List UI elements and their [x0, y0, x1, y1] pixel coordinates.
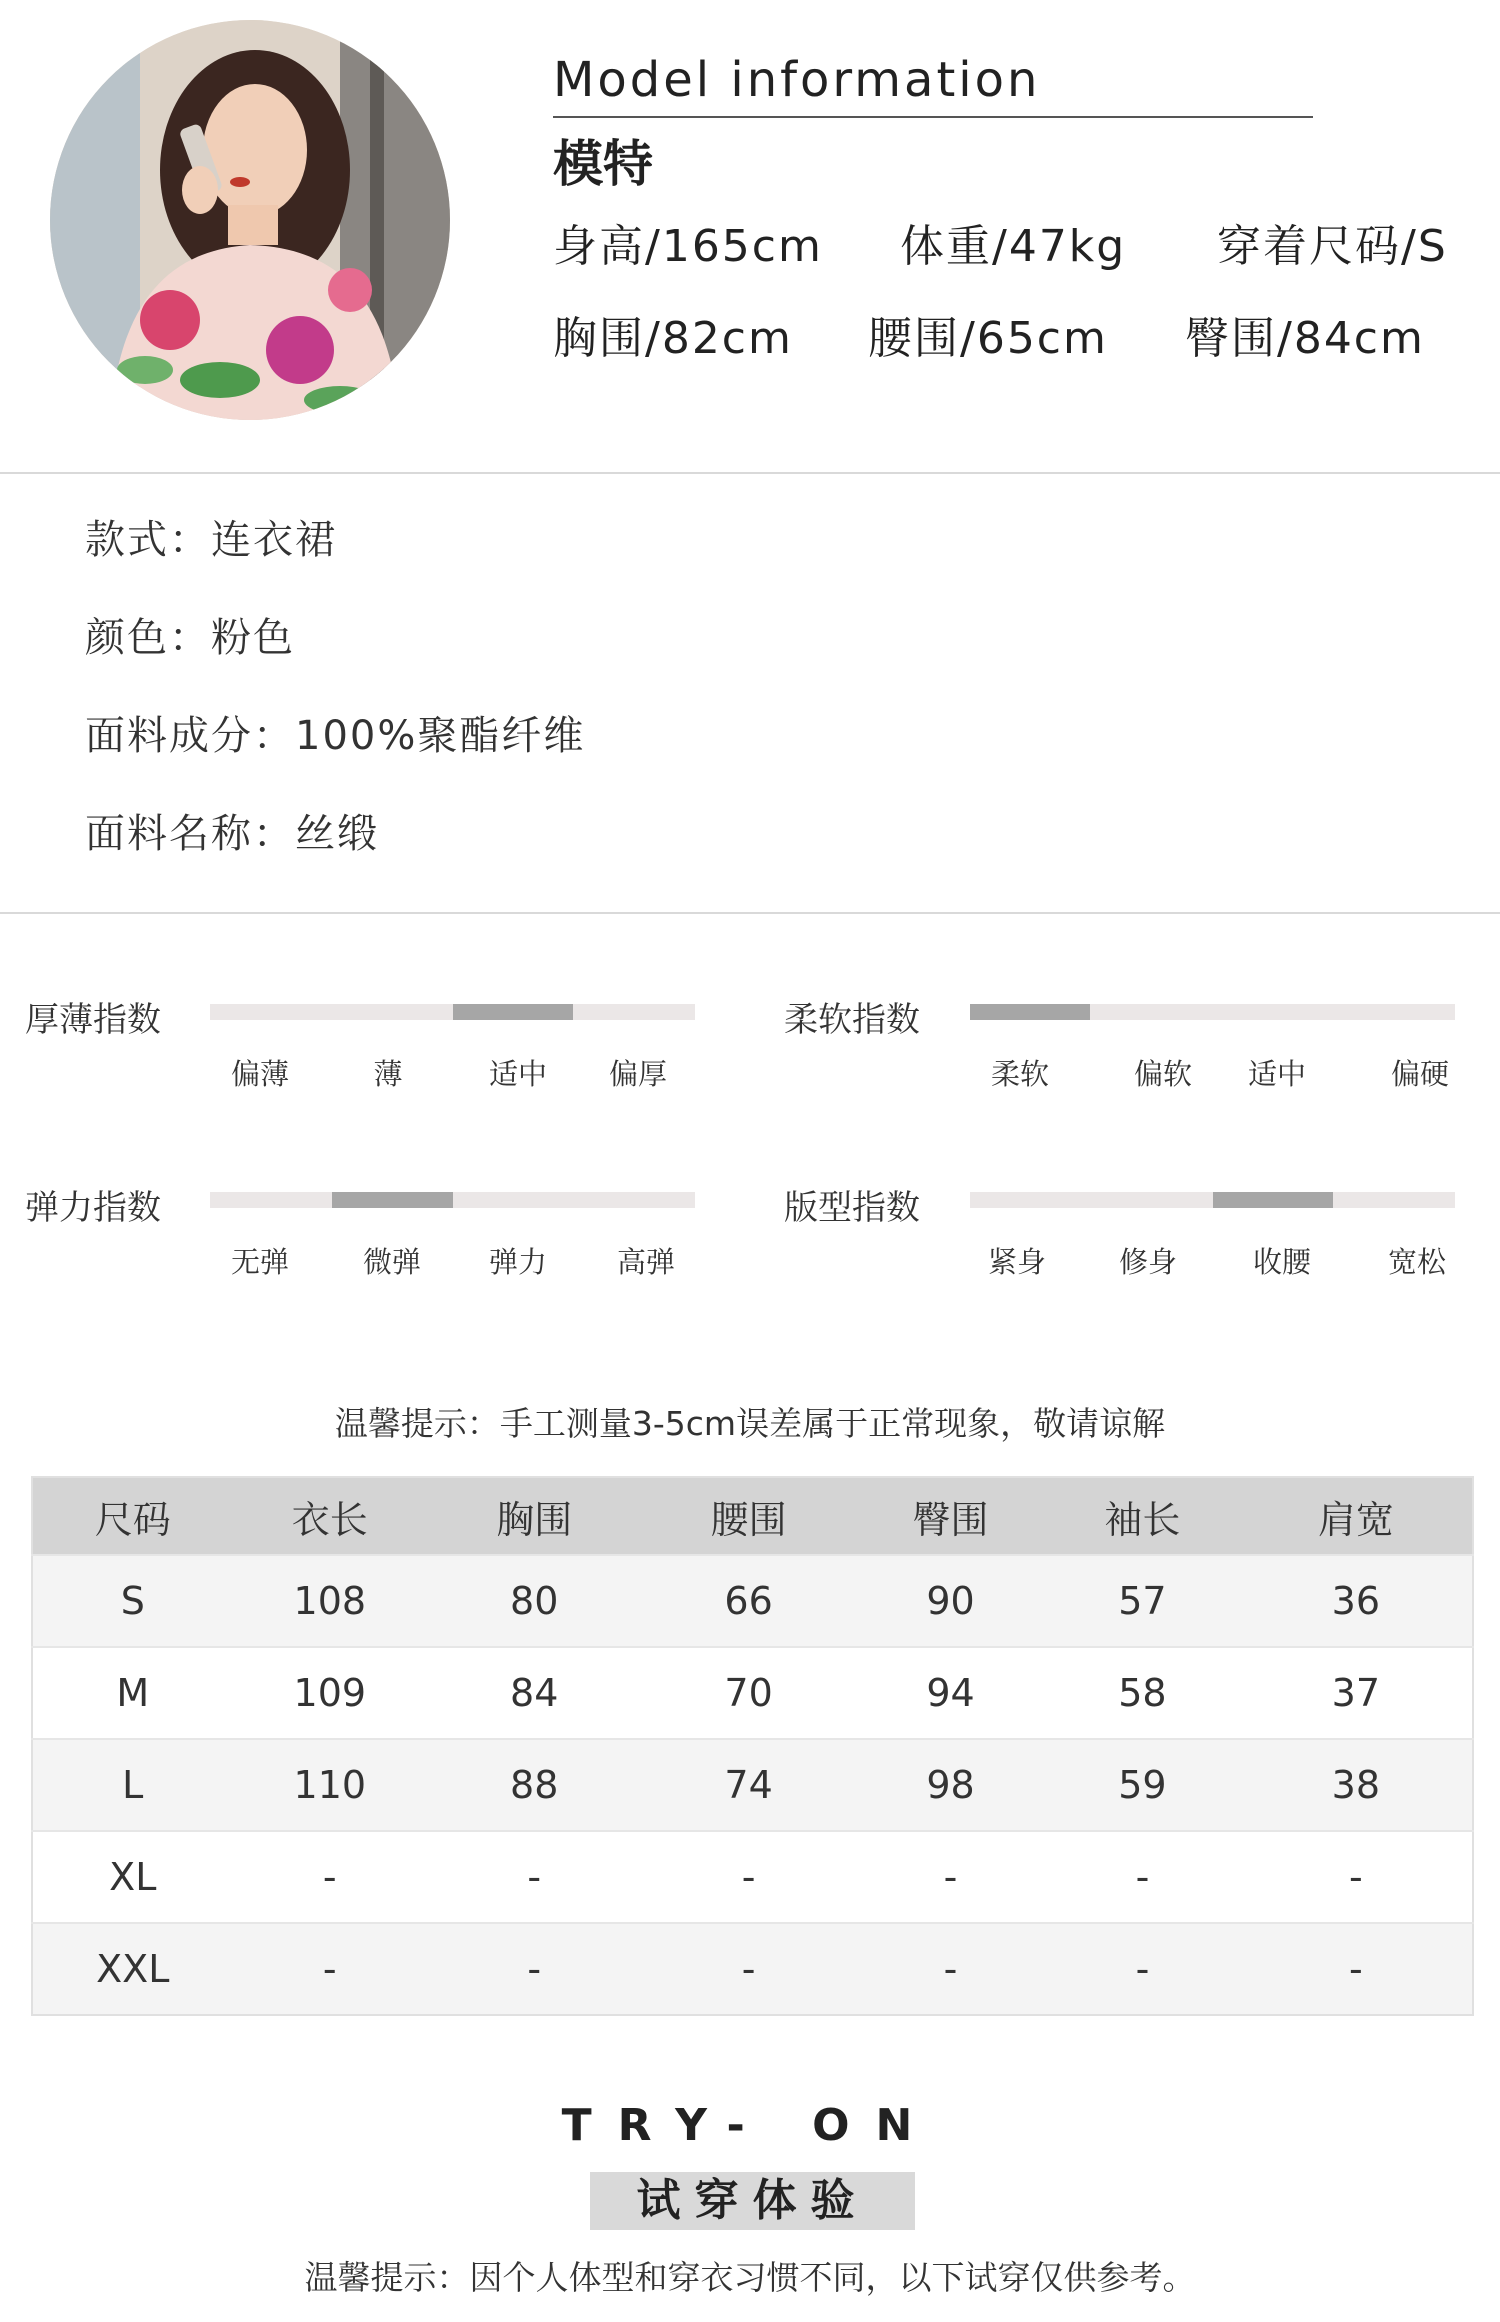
softness-index-title: 柔软指数 [784, 1000, 920, 1040]
fit-label: 收腰 [1252, 1245, 1311, 1279]
cell-shoulder: - [1240, 1923, 1473, 2015]
model-photo-illustration [50, 20, 450, 420]
cell-sleeve: 57 [1045, 1555, 1239, 1647]
size-table-header [32, 1477, 1473, 1555]
product-style: 款式：连衣裙 [85, 517, 337, 563]
cell-bust: 80 [427, 1555, 641, 1647]
cell-waist: 70 [641, 1647, 855, 1739]
thickness-label: 薄 [373, 1057, 403, 1091]
cell-size: M [32, 1647, 233, 1739]
model-title-cn: 模特 [553, 135, 653, 193]
cell-hip: 98 [856, 1739, 1045, 1831]
elasticity-label: 微弹 [362, 1245, 421, 1279]
cell-sleeve: 58 [1045, 1647, 1239, 1739]
header-hip: 臀围 [856, 1477, 1045, 1555]
model-bust: 胸围/82cm [553, 313, 793, 364]
cell-bust: 88 [427, 1739, 641, 1831]
thickness-index-title: 厚薄指数 [25, 1000, 161, 1040]
table-row [32, 1831, 1473, 1923]
cell-length: 108 [233, 1555, 428, 1647]
cell-length: 109 [233, 1647, 428, 1739]
elasticity-label: 高弹 [616, 1245, 675, 1279]
fit-label: 宽松 [1387, 1245, 1446, 1279]
header-sleeve: 袖长 [1045, 1477, 1239, 1555]
model-size: 穿着尺码/S [1217, 221, 1448, 272]
cell-hip: - [856, 1923, 1045, 2015]
tryon-tip: 温馨提示：因个人体型和穿衣习惯不同，以下试穿仅供参考。 [304, 2258, 1196, 2297]
cell-waist: 74 [641, 1739, 855, 1831]
fit-index-selected [1213, 1192, 1333, 1208]
cell-bust: - [427, 1923, 641, 2015]
table-row [32, 1739, 1473, 1831]
thickness-label: 偏薄 [230, 1057, 289, 1091]
softness-index-selected [970, 1004, 1090, 1020]
header-waist: 腰围 [641, 1477, 855, 1555]
elasticity-index-title: 弹力指数 [25, 1188, 161, 1228]
elasticity-label: 弹力 [488, 1245, 547, 1279]
model-weight: 体重/47kg [900, 221, 1127, 272]
model-avatar [50, 20, 450, 420]
cell-shoulder: 37 [1240, 1647, 1473, 1739]
section-divider [0, 472, 1500, 474]
section-divider [0, 912, 1500, 914]
cell-size: XXL [32, 1923, 233, 2015]
elasticity-label: 无弹 [230, 1245, 289, 1279]
cell-waist: - [641, 1923, 855, 2015]
title-underline [553, 116, 1313, 118]
fit-label: 紧身 [987, 1245, 1046, 1279]
measurement-tip: 温馨提示：手工测量3-5cm误差属于正常现象，敬请谅解 [334, 1404, 1166, 1443]
softness-label: 偏硬 [1390, 1057, 1449, 1091]
table-row [32, 1555, 1473, 1647]
header-length: 衣长 [233, 1477, 428, 1555]
product-fabric-name: 面料名称：丝缎 [85, 811, 379, 857]
cell-shoulder: 36 [1240, 1555, 1473, 1647]
table-row [32, 1647, 1473, 1739]
cell-size: S [32, 1555, 233, 1647]
header-shoulder: 肩宽 [1240, 1477, 1473, 1555]
cell-size: L [32, 1739, 233, 1831]
header-size: 尺码 [32, 1477, 233, 1555]
cell-shoulder: 38 [1240, 1739, 1473, 1831]
cell-hip: - [856, 1831, 1045, 1923]
model-hip: 臀围/84cm [1185, 313, 1425, 364]
thickness-label: 偏厚 [608, 1057, 667, 1091]
product-color: 颜色：粉色 [85, 615, 295, 661]
model-height: 身高/165cm [553, 221, 823, 272]
cell-sleeve: 59 [1045, 1739, 1239, 1831]
cell-bust: - [427, 1831, 641, 1923]
cell-hip: 90 [856, 1555, 1045, 1647]
header-bust: 胸围 [427, 1477, 641, 1555]
fit-index-title: 版型指数 [784, 1188, 920, 1228]
cell-sleeve: - [1045, 1831, 1239, 1923]
cell-sleeve: - [1045, 1923, 1239, 2015]
cell-waist: - [641, 1831, 855, 1923]
tryon-title-en: TRY- ON [561, 2100, 939, 2151]
table-row [32, 1923, 1473, 2015]
fit-label: 修身 [1118, 1245, 1177, 1279]
softness-label: 适中 [1247, 1057, 1306, 1091]
softness-label: 柔软 [990, 1057, 1049, 1091]
softness-label: 偏软 [1133, 1057, 1192, 1091]
product-fabric: 面料成分：100%聚酯纤维 [85, 713, 586, 759]
cell-size: XL [32, 1831, 233, 1923]
cell-shoulder: - [1240, 1831, 1473, 1923]
model-title-en: Model information [553, 52, 1041, 108]
cell-length: 110 [233, 1739, 428, 1831]
thickness-index-selected [453, 1004, 573, 1020]
model-waist: 腰围/65cm [868, 313, 1108, 364]
size-table [31, 1476, 1474, 2016]
tryon-title-cn: 试穿体验 [590, 2172, 915, 2230]
elasticity-index-selected [332, 1192, 453, 1208]
cell-bust: 84 [427, 1647, 641, 1739]
cell-waist: 66 [641, 1555, 855, 1647]
cell-length: - [233, 1831, 428, 1923]
thickness-label: 适中 [488, 1057, 547, 1091]
cell-length: - [233, 1923, 428, 2015]
cell-hip: 94 [856, 1647, 1045, 1739]
